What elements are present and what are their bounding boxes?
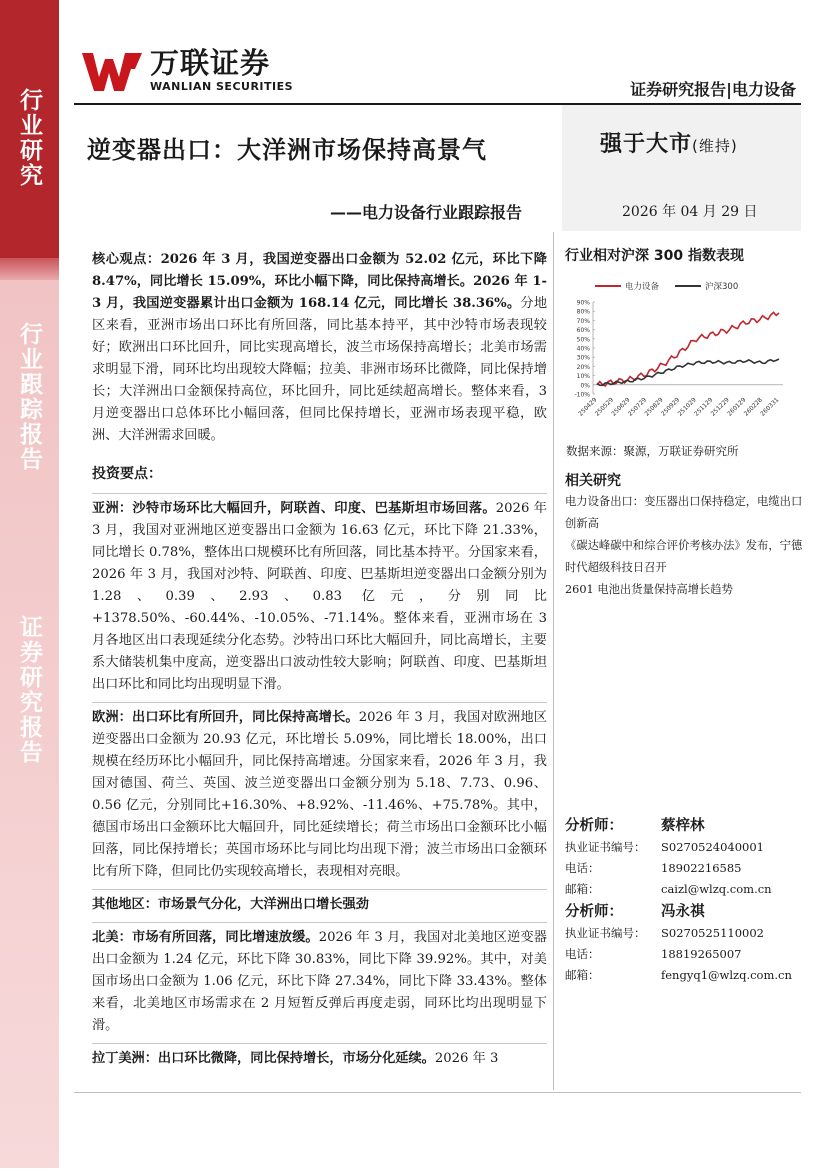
related-research-list — [565, 491, 803, 601]
related-research-title: 相关研究 — [565, 473, 621, 489]
x-tick-label: 250929 — [659, 396, 682, 418]
investment-points-title: 投资要点： — [92, 466, 162, 482]
north-america-section — [92, 922, 547, 1037]
phone-label: 电话： — [565, 946, 600, 961]
report-subtitle: ——电力设备行业跟踪报告 — [330, 203, 523, 222]
europe-text: 2026 年 3 月，我国对欧洲地区逆变器出口金额为 20.93 亿元，环比增长 5.09%，同比增长 18.00%，出口规模在经历环比小幅回升，同比保持高增速。分国家来看，2026 年 3 月，我国对德国、荷兰、英国、波兰逆变器出口金额分别为 5.18、7.73、0.96、0.56 亿元，分别同比+16.30%、+8.92%、-11.46%、+75.78%。其中，德国市场出口金额环比大幅回升，同比延续增长；荷兰市场出口金额环比小幅回落，同比保持增长；英国市场环比与同比均出现下滑；波兰市场出口金额环比有所下降，但同比仍实现较高增长，表现相对亮眼。 — [92, 710, 547, 879]
related-item[interactable]: 2601 电池出货量保持高增长趋势 — [565, 583, 733, 596]
performance-chart-svg — [565, 276, 801, 436]
email-address[interactable]: caizl@wlzq.com.cn — [661, 881, 772, 896]
europe-heading: 欧洲：出口环比有所回升，同比保持高增长。 — [92, 710, 359, 725]
x-tick-label: 250529 — [593, 396, 615, 418]
core-view-paragraph — [92, 249, 547, 447]
y-tick-label: 20% — [576, 363, 590, 371]
y-tick-label: 80% — [576, 308, 590, 316]
cert-number: S0270525110002 — [661, 925, 764, 940]
wanlian-w-logo-icon — [80, 49, 144, 93]
analyst-card-1 — [565, 812, 772, 899]
analyst-name: 蔡梓林 — [661, 817, 705, 834]
company-logo — [80, 48, 293, 93]
sidebar-label-industry-research: 行业研究 — [16, 88, 42, 188]
main-content — [92, 249, 547, 1074]
core-view-bold: 2026 年 3 月，我国逆变器出口金额为 52.02 亿元，环比下降 8.47%，同比增长 15.09%，环比小幅下降，同比保持高增长。2026 年 1-3 月，我国逆变器累计出口金额为 168.14 亿元，同比增长 38.36%。 — [92, 252, 547, 311]
x-tick-label: 250729 — [626, 396, 649, 418]
analyst-label: 分析师： — [565, 903, 623, 920]
y-tick-label: 90% — [576, 299, 590, 307]
other-regions-heading: 其他地区：市场景气分化，大洋洲出口增长强劲 — [92, 897, 369, 912]
asia-text: 2026 年 3 月，我国对亚洲地区逆变器出口金额为 16.63 亿元，环比下降 21.33%，同比增长 0.78%，整体出口规模环比有所回落，同比基本持平。分国家来看，2026 年 3 月，我国对沙特、阿联酋、印度、巴基斯坦逆变器出口金额分别为 1.28、0.39、2.93、0.83 亿元，分别同比+1378.50%、-60.44%、-10.05%、-71.14%。整体来看，亚洲市场在 3 月各地区出口表现延续分化态势。沙特出口环比大幅回升，同比高增长，主要系大储装机集中度高，逆变器出口波动性较大影响；阿联酋、印度、巴基斯坦出口环比和同比均出现明显下滑。 — [92, 501, 547, 692]
sidebar-block-transition — [0, 258, 59, 280]
analyst-name: 冯永祺 — [661, 903, 705, 920]
logo-en-text: WANLIAN SECURITIES — [150, 80, 294, 93]
header-report-type: 证券研究报告|电力设备 — [630, 80, 796, 99]
phone-number: 18819265007 — [661, 946, 742, 961]
email-address[interactable]: fengyq1@wlzq.com.cn — [661, 967, 792, 982]
y-tick-label: 0% — [580, 382, 590, 390]
core-view-label: 核心观点： — [92, 252, 161, 267]
rating — [600, 127, 738, 158]
chart-source: 数据来源：聚源，万联证券研究所 — [566, 444, 739, 458]
analyst-label: 分析师： — [565, 817, 623, 834]
x-tick-label: 251129 — [693, 396, 715, 418]
x-tick-label: 260331 — [759, 396, 781, 418]
cert-label: 执业证书编号： — [565, 925, 646, 940]
rating-sub: (维持) — [692, 137, 738, 155]
y-tick-label: 10% — [576, 373, 590, 381]
asia-section — [92, 493, 547, 696]
cert-label: 执业证书编号： — [565, 839, 646, 854]
performance-chart — [565, 276, 801, 436]
asia-heading: 亚洲：沙特市场环比大幅回升，阿联酋、印度、巴基斯坦市场回落。 — [92, 501, 496, 516]
x-tick-label: 260129 — [726, 396, 748, 418]
bottom-divider — [74, 1092, 801, 1093]
series-line-csi300 — [597, 359, 779, 385]
latin-america-section — [92, 1043, 547, 1070]
core-view-text: 分地区来看，亚洲市场出口环比有所回落，同比基本持平，其中沙特市场表现较好；欧洲出口环比回升，同比实现高增长，波兰市场保持高增长；北美市场需求明显下滑，同环比均出现较大降幅；拉美、非洲市场环比微降，同比保持增长；大洋洲出口金额保持高位，环比回升，同比延续超高增长。整体来看，3 月逆变器出口总体环比小幅回落，但同比保持增长，亚洲市场表现平稳，欧洲、大洋洲需求回暖。 — [92, 296, 548, 443]
chart-title: 行业相对沪深 300 指数表现 — [565, 248, 744, 264]
rating-main: 强于大市 — [600, 132, 693, 157]
y-tick-label: 70% — [576, 317, 590, 325]
x-tick-label: 251229 — [709, 396, 731, 418]
sidebar — [0, 0, 59, 1169]
column-divider — [553, 232, 554, 1090]
x-tick-label: 251029 — [676, 396, 698, 418]
report-date: 2026 年 04 月 29 日 — [622, 204, 758, 220]
y-tick-label: 30% — [576, 354, 590, 362]
y-tick-label: -10% — [574, 391, 590, 399]
north-america-heading: 北美：市场有所回落，同比增速放缓。 — [92, 930, 319, 945]
y-tick-label: 40% — [576, 345, 590, 353]
north-america-text: 2026 年 3 月，我国对北美地区逆变器出口金额为 1.24 亿元，环比下降 30.83%，同比下降 39.92%。其中，对美国市场出口金额为 1.06 亿元，环比下降 27.34%，同比下降 33.43%。整体来看，北美地区市场需求在 2 月短暂反弹后再度走弱，同环比均出现明显下滑。 — [92, 930, 547, 1033]
y-tick-label: 50% — [576, 336, 590, 344]
phone-number: 18902216585 — [661, 860, 742, 875]
x-tick-label: 250829 — [643, 396, 665, 418]
y-tick-label: 60% — [576, 327, 590, 335]
x-tick-label: 250429 — [577, 396, 599, 418]
sidebar-label-securities-report: 证券研究报告 — [16, 615, 42, 765]
analyst-card-2 — [565, 898, 792, 985]
legend-label: 电力设备 — [625, 282, 660, 292]
related-item[interactable]: 电力设备出口：变压器出口保持稳定，电缆出口创新高 — [565, 495, 803, 530]
cert-number: S0270524040001 — [661, 839, 764, 854]
latin-america-text: 2026 年 3 — [434, 1051, 499, 1066]
sidebar-label-tracking-report: 行业跟踪报告 — [16, 322, 42, 472]
email-label: 邮箱： — [565, 881, 600, 896]
x-tick-label: 250629 — [610, 396, 632, 418]
phone-label: 电话： — [565, 860, 600, 875]
report-title: 逆变器出口：大洋洲市场保持高景气 — [87, 136, 487, 164]
latin-america-heading: 拉丁美洲：出口环比微降，同比保持增长，市场分化延续。 — [92, 1051, 435, 1066]
x-tick-label: 260228 — [742, 396, 764, 418]
other-regions-section — [92, 889, 547, 916]
related-item[interactable]: 《碳达峰碳中和综合评价考核办法》发布，宁德时代超级科技日召开 — [565, 539, 803, 574]
email-label: 邮箱： — [565, 967, 600, 982]
europe-section — [92, 702, 547, 883]
logo-cn-text: 万联证券 — [150, 46, 271, 80]
series-line-power-equipment — [597, 312, 779, 386]
legend-label: 沪深300 — [705, 282, 739, 292]
